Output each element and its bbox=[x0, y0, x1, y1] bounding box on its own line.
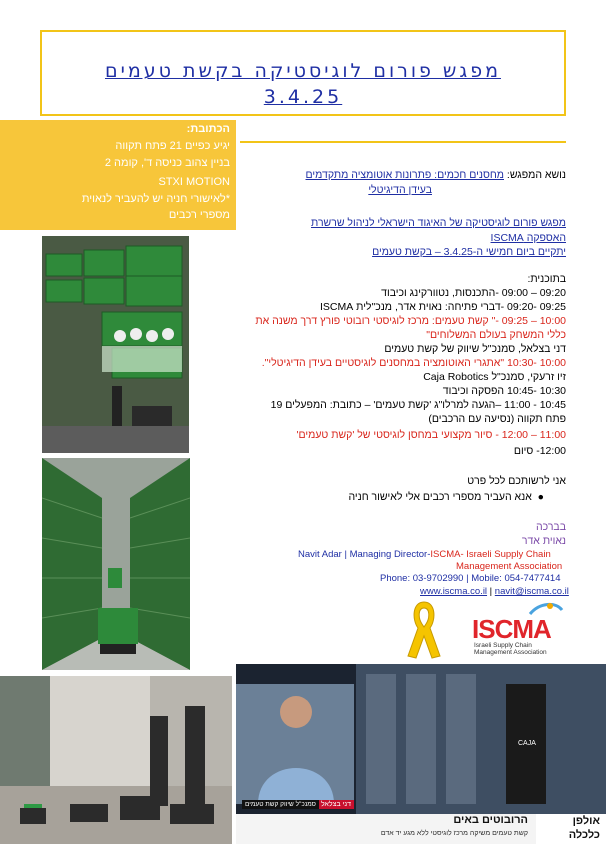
address-heading: הכתובת: bbox=[186, 123, 230, 135]
divider bbox=[240, 141, 566, 143]
website-link[interactable]: www.iscma.co.il bbox=[420, 586, 488, 597]
address-line: בניין צהוב כניסה ד', קומה 2 bbox=[104, 157, 230, 169]
title-box bbox=[40, 30, 566, 116]
page-title-date: 3.4.25 bbox=[263, 86, 343, 108]
signature-name: נאוית אדר bbox=[521, 535, 566, 547]
address-panel bbox=[0, 120, 236, 230]
agenda-item: פתח תקווה (נסיעה עם הרכבים) bbox=[428, 413, 566, 425]
robot-brand: CAJA bbox=[518, 740, 536, 747]
agenda-item: 09:20 – 09:00 -התכנסות, נטוורקינג וכיבוד bbox=[381, 287, 566, 299]
agenda-item: 09:25 -09:20 -דברי פתיחה: נאוית אדר, מנכ"לית ISCMA bbox=[319, 301, 566, 313]
lower-third-name: דני בצלאל bbox=[318, 800, 354, 809]
bullet-icon: ● bbox=[531, 491, 544, 503]
agenda-item: זיו זרעקי, סמנכ"ל Caja Robotics bbox=[423, 371, 566, 383]
signature-org: Management Association bbox=[456, 561, 563, 572]
agenda-item: 11:00 – 12:00 - סיור מקצועי במחסן לוגיסטי של 'קשת טעמים' bbox=[296, 429, 566, 441]
agenda-item: 10:45 - 11:00 –הגעה למרלו"ג 'קשת טעמים' – כתובת: המפעלים 19 bbox=[270, 399, 566, 411]
iscma-logo: ISCMA Israeli Supply Chain Management Association bbox=[470, 600, 566, 656]
tv-headline: הרובוטים באים bbox=[453, 814, 528, 826]
topic-label: נושא המפגש: bbox=[506, 169, 566, 181]
intro-line: מפגש פורום לוגיסטיקה של האיגוד הישראלי לניהול שרשרת bbox=[311, 217, 566, 229]
register-line: אני לרשותכם לכל פרט bbox=[467, 475, 566, 487]
register-bullet: ● אנא העביר מספרי רכבים אלי לאישור חניה bbox=[348, 491, 544, 503]
email-link[interactable]: navit@iscma.co.il bbox=[494, 586, 569, 597]
agenda-item: דני בצלאל, סמנכ"ל שיווק של קשת טעמים bbox=[384, 343, 566, 355]
signature-links: www.iscma.co.il | navit@iscma.co.il bbox=[420, 586, 569, 597]
tv-headline-sub: קשת טעמים משיקה מרכז לוגיסטי ללא מגע יד אדם bbox=[380, 830, 528, 837]
signature-role: Navit Adar | Managing Director-ISCMA- Israeli Supply Chain bbox=[298, 549, 551, 560]
address-line: *לאישורי חניה יש להעביר לנאוית bbox=[81, 193, 230, 205]
tv-channel-2: כלכלה bbox=[568, 829, 600, 841]
agenda-item: 10:00 – 09:25 -" קשת טעמים: מרכז לוגיסטי רובוטי פורץ דרך משנה את bbox=[255, 315, 566, 327]
tv-broadcast-screenshot bbox=[236, 664, 606, 844]
intro-line: האספקה ISCMA bbox=[490, 232, 566, 244]
topic-text-2[interactable]: בעידן הדיגיטלי bbox=[368, 184, 432, 196]
agenda-item: כללי המשחק בעולם המשלוחים" bbox=[426, 329, 566, 341]
warehouse-photo bbox=[42, 236, 189, 453]
agenda-item: 10:30 -10:45 הפסקה וכיבוד bbox=[442, 385, 566, 397]
signature-greeting: בברכה bbox=[535, 521, 566, 533]
page-title: מפגש פורום לוגיסטיקה בקשת טעמים bbox=[104, 60, 501, 82]
lower-third-title: סמנכ"ל שיווק קשת טעמים bbox=[242, 800, 319, 809]
tv-channel: אולפן bbox=[572, 815, 600, 827]
signature-phone: Phone: 03-9702990 | Mobile: 054-7477414 bbox=[380, 573, 561, 584]
topic-line bbox=[236, 168, 566, 183]
agenda-heading: בתוכנית: bbox=[527, 273, 566, 285]
yellow-ribbon-icon bbox=[404, 598, 444, 660]
robots-photo bbox=[0, 676, 232, 844]
agenda-item: 12:00- סיום bbox=[513, 445, 566, 457]
intro-date: יתקיים ביום חמישי ה-3.4.25 – בקשת טעמים bbox=[372, 246, 566, 258]
topic-text[interactable]: מחסנים חכמים: פתרונות אוטומציה מתקדמים bbox=[305, 169, 504, 181]
warehouse-aisle-photo bbox=[42, 458, 190, 670]
address-line: STXI MOTION bbox=[158, 176, 230, 188]
address-line: מספרי רכבים bbox=[168, 209, 230, 221]
address-line: יגיע כפיים 21 פתח תקווה bbox=[115, 140, 230, 152]
agenda-item: 10:00 -10:30 "אתגרי האוטומציה במחסנים לוגיסטיים בעידן הדיגיטלי". bbox=[261, 357, 566, 369]
